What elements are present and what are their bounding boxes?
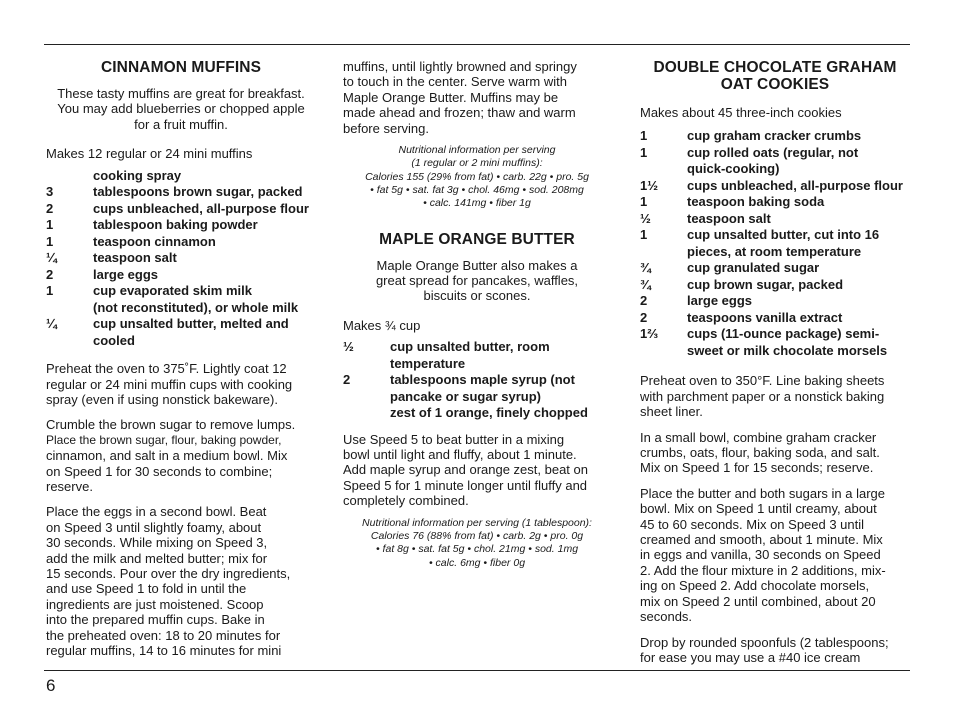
recipe-title-double-chocolate-cookies: DOUBLE CHOCOLATE GRAHAM OAT COOKIES (653, 59, 897, 93)
ingredient-row: 1 cup unsalted butter, cut into 16 (640, 227, 880, 243)
ingredient-row: 2 cups unbleached, all-purpose flour (46, 200, 309, 216)
ingredient-row: temperature (390, 355, 466, 371)
ingredient-row: ¾ cup granulated sugar (640, 260, 820, 276)
recipe-title-cinnamon-muffins: CINNAMON MUFFINS (100, 59, 262, 76)
ingredient-row: 1 cup evaporated skim milk (46, 283, 252, 299)
ingredient-row: 1 cup rolled oats (regular, not (640, 144, 859, 160)
ingredient-row: ½ teaspoon salt (640, 210, 771, 226)
ingredient-row: 1⅔ cups (11-ounce package) semi- (640, 326, 880, 342)
column-3 (640, 56, 910, 665)
maple-intro: Maple Orange Butter also makes a great spread for pancakes, waffles, biscuits or scones. (375, 257, 579, 304)
cinnamon-yield: Makes 12 regular or 24 mini muffins (46, 146, 253, 162)
ingredient-row: sweet or milk chocolate morsels (687, 342, 888, 358)
ingredient-row: 2 teaspoons vanilla extract (640, 309, 843, 325)
maple-ingredients (343, 339, 611, 422)
ingredient-row: pieces, at room temperature (687, 243, 862, 259)
ingredient-row: 3 tablespoons brown sugar, packed (46, 184, 303, 200)
ingredient-row: 1 teaspoon cinnamon (46, 233, 216, 249)
top-rule (44, 44, 910, 45)
column-2 (343, 59, 611, 570)
ingredient-row: 2 large eggs (46, 266, 159, 282)
maple-method: Use Speed 5 to beat butter in a mixing bowl until light and fluffy, about 1 minute. Add maple syrup and orange zest, beat on Speed 5 for 1 minute longer until fluffy and completely combined. (343, 431, 588, 509)
maple-yield: Makes ¾ cup (343, 317, 421, 333)
ingredient-row: zest of 1 orange, finely chopped (390, 405, 588, 421)
bottom-rule (44, 670, 910, 671)
ingredient-row: pancake or sugar syrup) (390, 388, 541, 404)
ingredient-row: ¼ cup unsalted butter, melted and (46, 316, 289, 332)
cinnamon-step-3: Place the eggs in a second bowl. Beat on Speed 3 until slightly foamy, about 30 seconds. While mixing on Speed 3, add the milk and melted butter; mix for 15 seconds. Pour over the dry ingredients, and use Speed 1 to fold in until the ingredients are just moistened. Scoop into the prepared muffin cups. Bake in the preheated oven: 18 to 20 minutes for regular muffins, 14 to 16 minutes for mini (46, 504, 291, 659)
ingredient-row: cooled (93, 332, 135, 348)
ingredient-row: ¾ cup brown sugar, packed (640, 276, 844, 292)
ingredient-row: 1½ cups unbleached, all-purpose flour (640, 177, 903, 193)
ingredient-row: 1 teaspoon baking soda (640, 194, 825, 210)
cinnamon-intro: These tasty muffins are great for breakfast. You may add blueberries or chopped apple for a fruit muffin. (57, 86, 305, 132)
ingredient-row: cooking spray (93, 167, 182, 183)
cinnamon-ingredients (46, 168, 316, 350)
recipe-title-maple-orange-butter: MAPLE ORANGE BUTTER (379, 230, 575, 248)
page-number: 6 (46, 676, 56, 695)
cinnamon-step-1: Preheat the oven to 375˚F. Lightly coat 12 regular or 24 mini muffin cups with cooking spray (even if using nonstick bakeware). (46, 361, 293, 407)
column-1 (46, 56, 316, 658)
cookies-step-3: Place the butter and both sugars in a large bowl. Mix on Speed 1 until creamy, about 45 to 60 seconds. Mix on Speed 3 until creamed and smooth, about 1 minute. Mix in eggs and vanilla, 30 seconds on Speed 2. Add the flour mixture in 2 additions, mix- ing on Speed 2. Add chocolate morsels, mix on Speed 2 until combined, about 20 seconds. (640, 485, 886, 625)
cinnamon-nutrition-info: Nutritional information per serving (1 regular or 2 mini muffins): Calories 155 (29% from fat) • carb. 22g • pro. 5g • fat 5g • sat. fat 3g • chol. 46mg • sod. 208mg • calc. 141mg • fiber 1g (365, 144, 589, 210)
cookies-step-2: In a small bowl, combine graham cracker crumbs, oats, flour, baking soda, and salt. Mix on Speed 1 for 15 seconds; reserve. (640, 429, 880, 476)
ingredient-row: 1 tablespoon baking powder (46, 217, 258, 233)
cookies-step-4: Drop by rounded spoonfuls (2 tablespoons; for ease you may use a #40 ice cream (640, 634, 889, 665)
ingredient-row: 2 tablespoons maple syrup (not (343, 372, 575, 388)
cinnamon-step-2: Crumble the brown sugar to remove lumps. Place the brown sugar, flour, baking powder, cinnamon, and salt in a medium bowl. Mix on Speed 1 for 30 seconds to combine; reserve. (46, 417, 296, 494)
cookies-ingredients (640, 128, 910, 359)
ingredient-row: ¼ teaspoon salt (46, 250, 177, 266)
ingredient-row: quick-cooking) (687, 161, 780, 177)
ingredient-row: 1 cup graham cracker crumbs (640, 128, 862, 144)
cookies-step-1: Preheat oven to 350°F. Line baking sheets with parchment paper or a nonstick baking sheet liner. (640, 373, 885, 420)
ingredient-row: 2 large eggs (640, 293, 753, 309)
ingredient-row: ½ cup unsalted butter, room (343, 339, 550, 355)
cookies-yield: Makes about 45 three-inch cookies (640, 105, 842, 120)
cinnamon-step-3-continued: muffins, until lightly browned and springy to touch in the center. Serve warm with Maple Orange Butter. Muffins may be made ahead and frozen; thaw and warm before serving. (343, 59, 577, 136)
maple-nutrition-info: Nutritional information per serving (1 tablespoon): Calories 76 (88% from fat) • carb. 2g • pro. 0g • fat 8g • sat. fat 5g • chol. 21mg • sod. 1mg • calc. 6mg • fiber 0g (362, 516, 592, 569)
ingredient-row: (not reconstituted), or whole milk (93, 299, 299, 315)
